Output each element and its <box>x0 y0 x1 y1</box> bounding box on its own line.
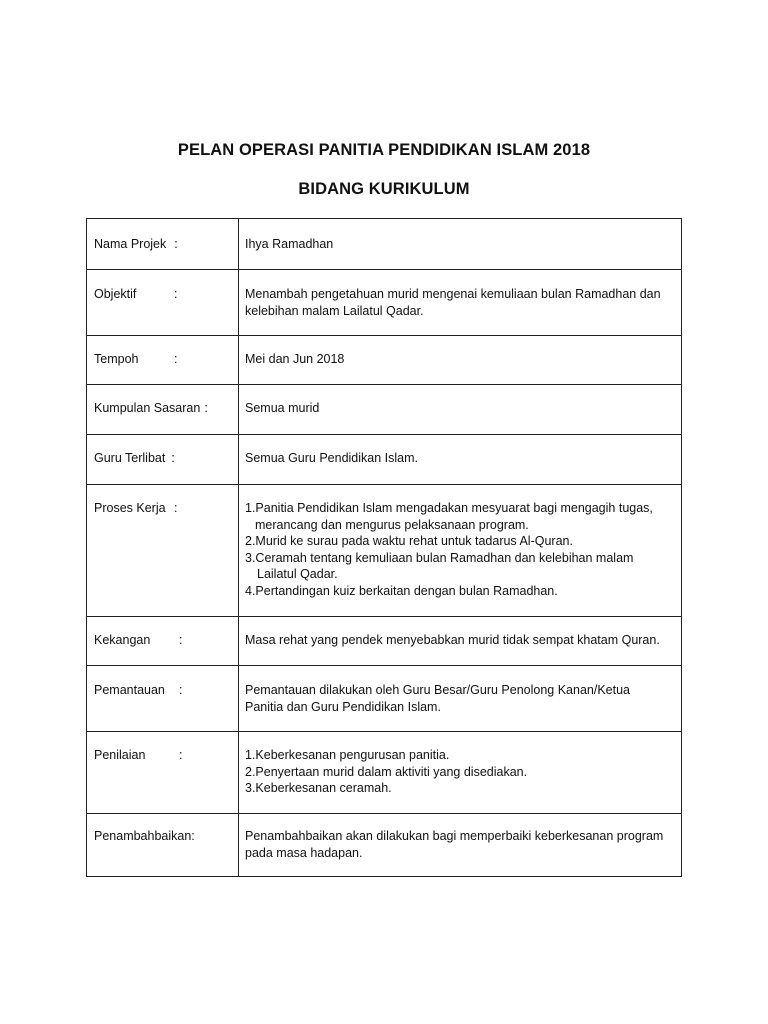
label-cell <box>87 617 239 666</box>
table-row-penilaian <box>87 732 682 814</box>
value-line: Menambah pengetahuan murid mengenai kemuliaan bulan Ramadhan dan <box>245 287 661 301</box>
label-cell <box>87 385 239 435</box>
list-item-continuation: Lailatul Qadar. <box>257 567 338 581</box>
row-label: Nama Projek <box>94 237 167 251</box>
list-item: 1.Keberkesanan pengurusan panitia. <box>245 748 450 762</box>
label-cell <box>87 485 239 617</box>
value-line: Mei dan Jun 2018 <box>245 352 345 366</box>
row-colon: : <box>179 683 183 697</box>
value-cell <box>239 435 682 485</box>
row-colon: : <box>174 352 178 366</box>
row-label: Kumpulan Sasaran <box>94 401 201 415</box>
label-cell <box>87 666 239 732</box>
table-row-proses-kerja <box>87 485 682 617</box>
table-row-tempoh <box>87 336 682 385</box>
value-cell <box>239 385 682 435</box>
table-row-objektif <box>87 270 682 336</box>
table-row-nama-projek <box>87 219 682 270</box>
table-row-kekangan <box>87 617 682 666</box>
label-cell <box>87 732 239 814</box>
table-row-guru-terlibat <box>87 435 682 485</box>
row-label: Proses Kerja <box>94 501 166 515</box>
label-cell <box>87 814 239 877</box>
row-label: Guru Terlibat <box>94 451 166 465</box>
row-label: Penambahbaikan: <box>94 829 195 843</box>
row-label: Penilaian <box>94 748 146 762</box>
document-title: PELAN OPERASI PANITIA PENDIDIKAN ISLAM 2018 <box>177 141 591 159</box>
value-cell <box>239 814 682 877</box>
list-item: 2.Penyertaan murid dalam aktiviti yang disediakan. <box>245 764 528 779</box>
document-subtitle: BIDANG KURIKULUM <box>298 180 470 198</box>
row-colon: : <box>179 633 183 647</box>
value-line: Masa rehat yang pendek menyebabkan murid tidak sempat khatam Quran. <box>245 633 660 647</box>
value-cell <box>239 485 682 617</box>
row-colon: : <box>204 401 208 415</box>
list-item: 1.Panitia Pendidikan Islam mengadakan mesyuarat bagi mengagih tugas, <box>245 501 653 515</box>
row-colon: : <box>174 237 178 251</box>
value-cell <box>239 270 682 336</box>
value-line: Panitia dan Guru Pendidikan Islam. <box>245 699 441 714</box>
row-label: Pemantauan <box>94 683 165 697</box>
value-line: Ihya Ramadhan <box>245 237 334 251</box>
table-row-pemantauan <box>87 666 682 732</box>
table-row-kumpulan-sasaran <box>87 385 682 435</box>
value-cell <box>239 219 682 270</box>
label-cell <box>87 336 239 385</box>
row-label: Tempoh <box>94 352 139 366</box>
table-row-penambahbaikan <box>87 814 682 877</box>
list-item-continuation: merancang dan mengurus pelaksanaan program. <box>255 517 529 532</box>
value-line: pada masa hadapan. <box>245 845 363 860</box>
row-colon: : <box>171 451 175 465</box>
list-item: 4.Pertandingan kuiz berkaitan dengan bulan Ramadhan. <box>245 583 558 598</box>
row-label: Objektif <box>94 287 137 301</box>
label-cell <box>87 270 239 336</box>
list-item: 2.Murid ke surau pada waktu rehat untuk tadarus Al-Quran. <box>245 534 573 548</box>
value-line: kelebihan malam Lailatul Qadar. <box>245 303 424 318</box>
value-line: Semua murid <box>245 401 320 415</box>
row-label: Kekangan <box>94 633 151 647</box>
value-line: Penambahbaikan akan dilakukan bagi memperbaiki keberkesanan program <box>245 829 664 843</box>
row-colon: : <box>174 287 178 301</box>
row-colon: : <box>174 501 178 515</box>
value-cell <box>239 336 682 385</box>
row-colon: : <box>179 748 183 762</box>
label-cell <box>87 219 239 270</box>
list-item: 3.Ceramah tentang kemuliaan bulan Ramadhan dan kelebihan malam <box>245 550 634 565</box>
value-cell <box>239 617 682 666</box>
plan-table <box>86 218 682 877</box>
value-cell <box>239 666 682 732</box>
value-line: Semua Guru Pendidikan Islam. <box>245 451 419 465</box>
value-line: Pemantauan dilakukan oleh Guru Besar/Guru Penolong Kanan/Ketua <box>245 683 630 697</box>
label-cell <box>87 435 239 485</box>
value-cell <box>239 732 682 814</box>
list-item: 3.Keberkesanan ceramah. <box>245 781 392 795</box>
